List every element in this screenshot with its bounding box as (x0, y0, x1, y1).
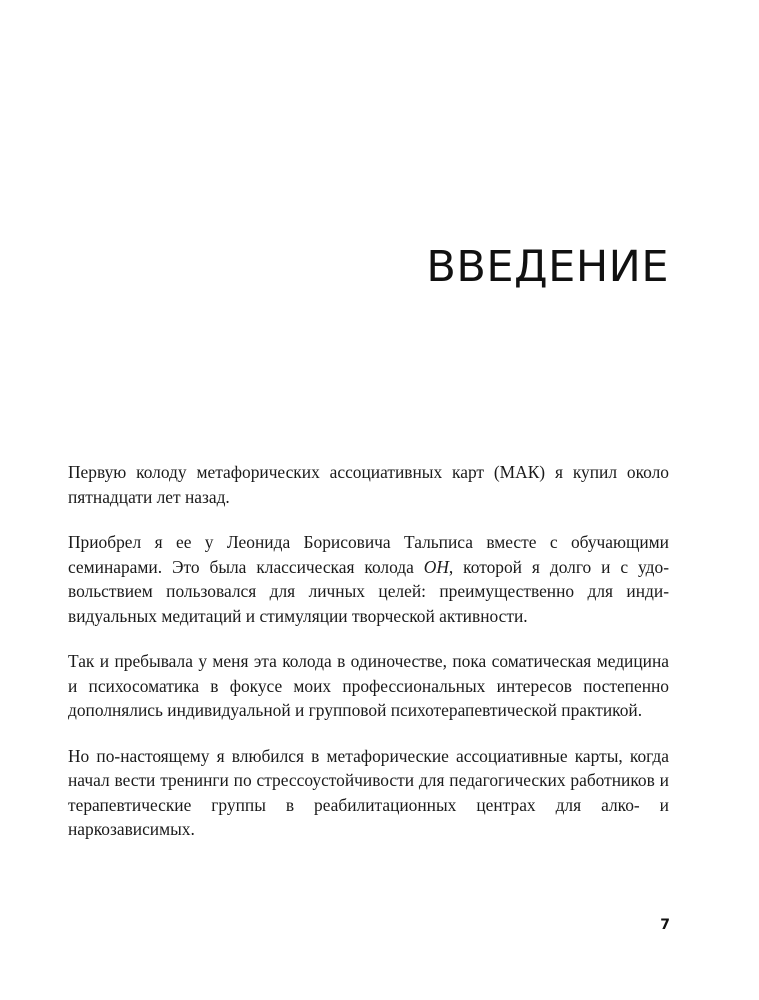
chapter-title: ВВЕДЕНИЕ (426, 242, 669, 292)
paragraph-1 (68, 460, 669, 509)
paragraph-2-emphasis: ОН (423, 556, 449, 577)
paragraph-1-text: Первую колоду метафорических ассоциативных карт (МАК) я купил около пятнадцати лет назад. (68, 462, 669, 507)
page-number: 7 (660, 917, 670, 933)
paragraph-2-text-start: Приобрел я ее у Леонида Борисовича Тальписа вместе с обучающими семинарами. Это была классическая колода (68, 532, 669, 577)
paragraph-4 (68, 744, 669, 842)
paragraph-2 (68, 530, 669, 628)
paragraph-3-text: Так и пребывала у меня эта колода в одиночестве, пока соматическая медицина и психосоматика в фокусе моих профессиональных интересов постепенно дополнялись индивидуальной и групповой психотерапевтической практикой. (68, 651, 669, 720)
body-text (68, 460, 669, 842)
paragraph-4-text: Но по-настоящему я влюбился в метафорические ассоциативные карты, когда начал вести тренинги по стрессоустойчивости для педагогических работников и терапевтические группы в реабилитационных центрах для алко- и наркозависимых. (68, 745, 669, 839)
paragraph-3 (68, 649, 669, 723)
paragraph-2-text-end: , которой я долго и с удовольствием пользовался для личных целей: преимущественно для индивидуальных медитаций и стимуляции творческой активности. (68, 556, 669, 626)
